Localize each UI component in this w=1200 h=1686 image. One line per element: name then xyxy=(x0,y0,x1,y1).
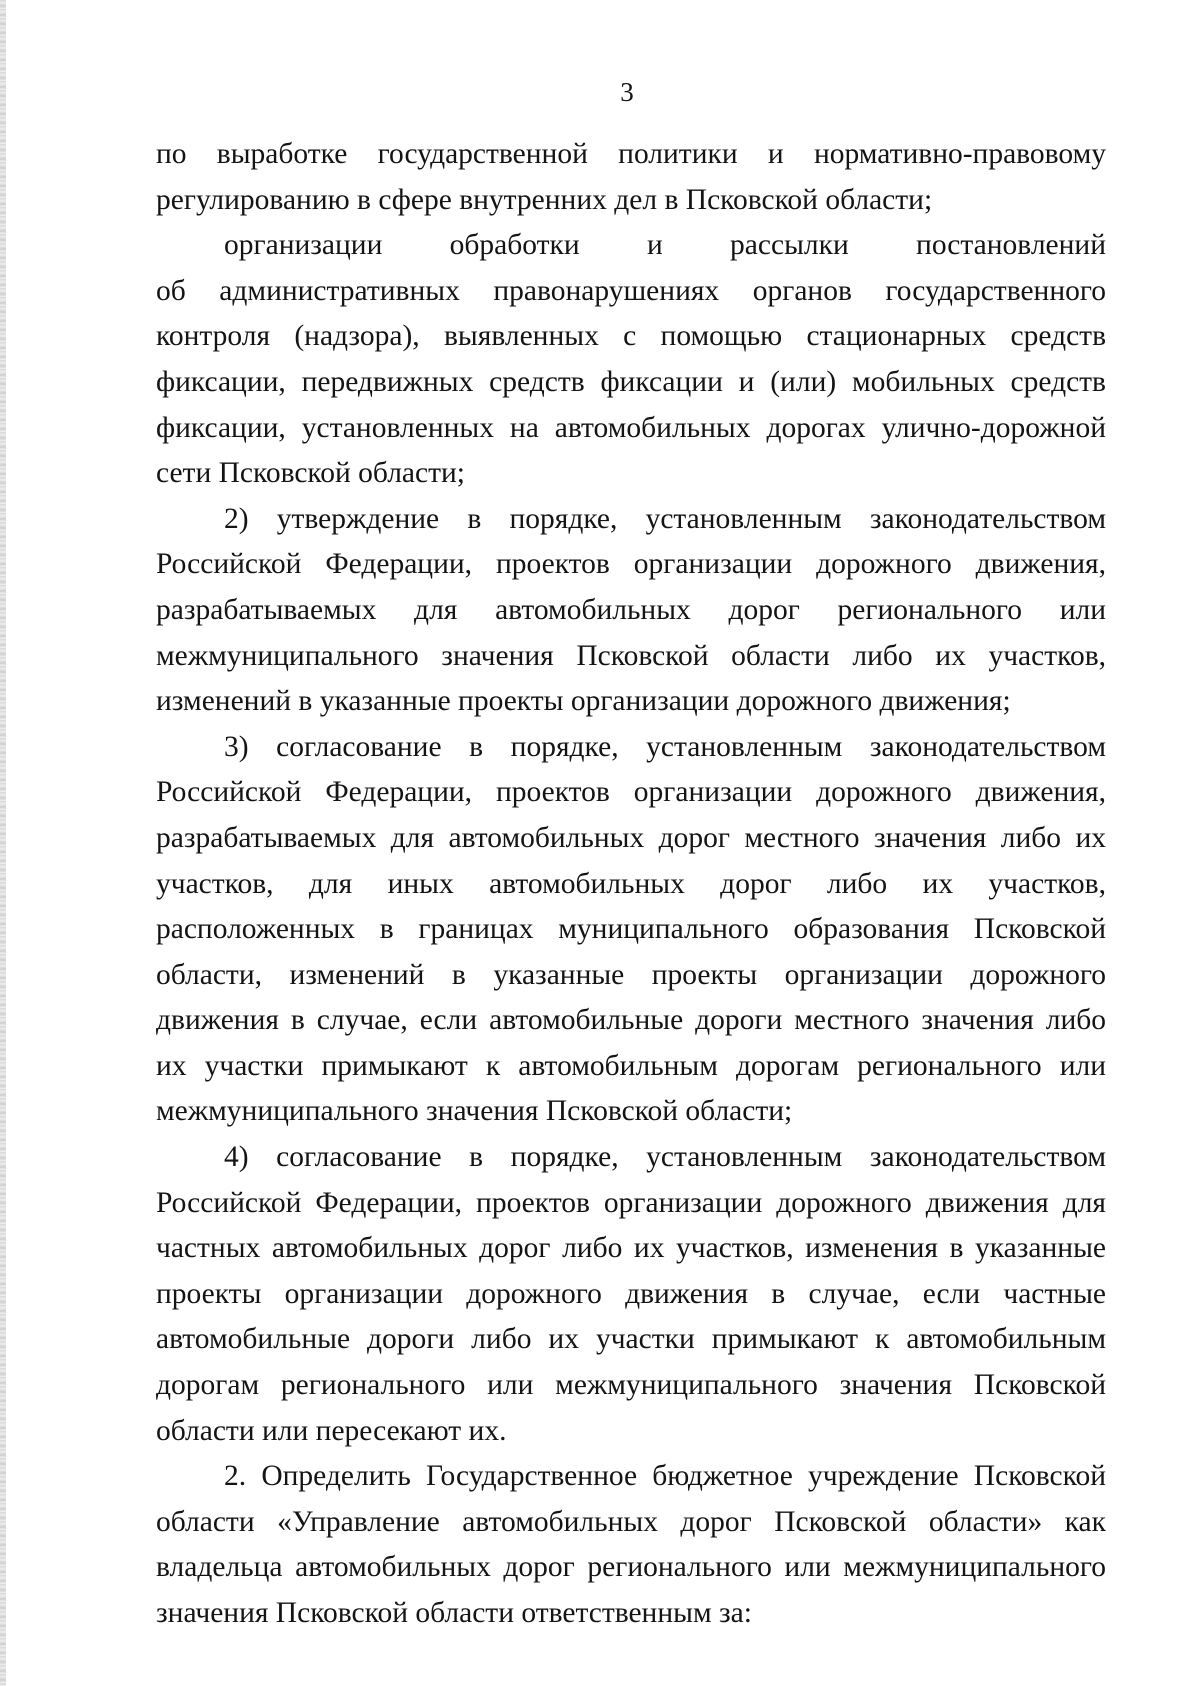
text-line: 2) утверждение в порядке, установленным законодательством xyxy=(224,502,1106,535)
page-number: 3 xyxy=(620,77,634,107)
text-line: значения Псковской области ответственным за: xyxy=(156,1597,752,1629)
text-line: межмуниципального значения Псковской области либо их участков, xyxy=(156,639,1106,672)
text-line: Российской Федерации, проектов организации дорожного движения для xyxy=(156,1186,1106,1219)
text-line: об административных правонарушениях органов государственного xyxy=(156,274,1106,307)
text-line: по выработке государственной политики и нормативно-правовому xyxy=(156,138,1106,170)
text-line: сети Псковской области; xyxy=(156,457,465,490)
text-line: их участки примыкают к автомобильным дорогам регионального или xyxy=(156,1049,1106,1082)
text-line: проекты организации дорожного движения в случае, если частные xyxy=(156,1277,1106,1310)
text-line: области «Управление автомобильных дорог Псковской области» как xyxy=(156,1505,1106,1538)
text-line: области, изменений в указанные проекты организации дорожного xyxy=(156,958,1106,991)
text-line: Российской Федерации, проектов организации дорожного движения, xyxy=(156,548,1106,581)
text-line: 2. Определить Государственное бюджетное учреждение Псковской xyxy=(224,1460,1106,1493)
text-line: изменений в указанные проекты организации дорожного движения; xyxy=(156,685,1011,718)
text-line: 4) согласование в порядке, установленным законодательством xyxy=(224,1141,1106,1174)
text-line: межмуниципального значения Псковской области; xyxy=(156,1095,793,1128)
text-line: области или пересекают их. xyxy=(156,1414,507,1447)
text-line: расположенных в границах муниципального образования Псковской xyxy=(156,913,1106,946)
text-line: контроля (надзора), выявленных с помощью стационарных средств xyxy=(156,320,1106,353)
text-line: фиксации, передвижных средств фиксации и (или) мобильных средств xyxy=(156,365,1106,398)
text-line: частных автомобильных дорог либо их участков, изменения в указанные xyxy=(156,1232,1106,1265)
text-line: 3) согласование в порядке, установленным законодательством xyxy=(224,730,1106,763)
text-line: организации обработки и рассылки постановлений xyxy=(224,229,1106,262)
text-line: дорогам регионального или межмуниципального значения Псковской xyxy=(156,1369,1106,1402)
text-line: разрабатываемых для автомобильных дорог местного значения либо их xyxy=(156,821,1106,854)
document-body xyxy=(156,132,1106,1637)
text-line: владельца автомобильных дорог регионального или межмуниципального xyxy=(156,1551,1106,1584)
text-line: разрабатываемых для автомобильных дорог регионального или xyxy=(156,593,1106,626)
text-line: участков, для иных автомобильных дорог либо их участков, xyxy=(156,867,1106,900)
text-line: фиксации, установленных на автомобильных дорогах улично-дорожной xyxy=(156,411,1106,444)
text-line: Российской Федерации, проектов организации дорожного движения, xyxy=(156,776,1106,809)
text-line: автомобильные дороги либо их участки примыкают к автомобильным xyxy=(156,1323,1106,1356)
text-line: регулированию в сфере внутренних дел в Псковской области; xyxy=(156,183,933,216)
text-line: движения в случае, если автомобильные дороги местного значения либо xyxy=(156,1004,1106,1037)
